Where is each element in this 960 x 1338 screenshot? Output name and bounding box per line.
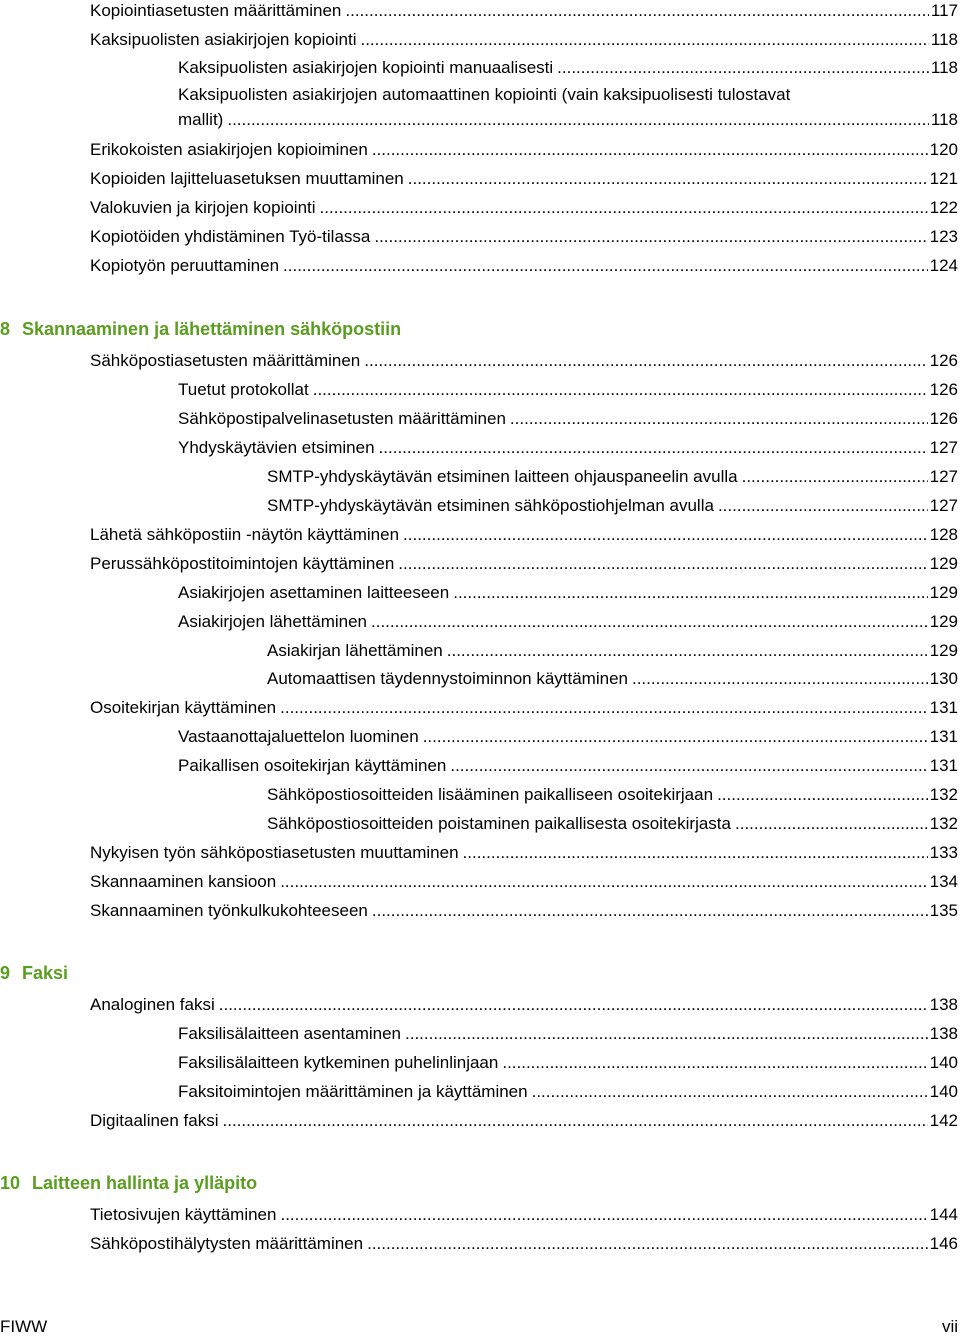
- toc-entry-page-number: 126: [929, 380, 958, 399]
- toc-entry-title: Kopioiden lajitteluasetuksen muuttaminen: [90, 169, 404, 188]
- toc-entry-page-number: 142: [929, 1111, 958, 1130]
- dot-leader: [379, 433, 928, 462]
- toc-entry[interactable]: [0, 664, 958, 693]
- toc-entry-page-number: 144: [929, 1205, 958, 1224]
- toc-entry-title: Perussähköpostitoimintojen käyttäminen: [90, 554, 395, 573]
- dot-leader: [447, 636, 928, 665]
- toc-entry[interactable]: [0, 1077, 958, 1106]
- toc-entry[interactable]: [0, 462, 958, 491]
- toc-entry[interactable]: [0, 520, 958, 549]
- toc-entry-page-number: 129: [929, 583, 958, 602]
- toc-entry[interactable]: [0, 1048, 958, 1077]
- toc-entry[interactable]: [0, 607, 958, 636]
- toc-entry[interactable]: [0, 751, 958, 780]
- toc-entry-page-number: 124: [929, 256, 958, 275]
- dot-leader: [280, 867, 927, 896]
- toc-entry-page-number: 138: [929, 995, 958, 1014]
- toc-entry[interactable]: [0, 193, 958, 222]
- toc-entry-title: SMTP-yhdyskäytävän etsiminen sähköpostiohjelman avulla: [267, 496, 714, 515]
- toc-entry-title: Lähetä sähköpostiin -näytön käyttäminen: [90, 525, 400, 544]
- dot-leader: [320, 193, 928, 222]
- dot-leader: [372, 135, 928, 164]
- toc-entry[interactable]: [0, 636, 958, 665]
- toc-entry[interactable]: [0, 82, 958, 136]
- toc-entry-page-number: 118: [930, 110, 958, 129]
- toc-entry-page-number: 122: [929, 198, 958, 217]
- dot-leader: [223, 1106, 928, 1135]
- chapter-heading[interactable]: [0, 1171, 257, 1195]
- toc-entry-title: Kaksipuolisten asiakirjojen kopiointi: [90, 30, 357, 49]
- toc-entry-page-number: 129: [929, 641, 958, 660]
- dot-leader: [463, 838, 928, 867]
- toc-entry[interactable]: [0, 491, 958, 520]
- toc-entry-page-number: 129: [929, 612, 958, 631]
- chapter-title: Skannaaminen ja lähettäminen sähköpostiin: [22, 319, 402, 339]
- toc-entry-title: Kaksipuolisten asiakirjojen kopiointi manuaalisesti: [178, 58, 554, 77]
- dot-leader: [398, 549, 927, 578]
- toc-entry[interactable]: [0, 0, 958, 25]
- dot-leader: [717, 780, 928, 809]
- dot-leader: [345, 0, 929, 25]
- toc-entry-title: Vastaanottajaluettelon luominen: [178, 727, 419, 746]
- dot-leader: [742, 462, 928, 491]
- dot-leader: [510, 404, 928, 433]
- toc-entry[interactable]: [0, 838, 958, 867]
- toc-entry-page-number: 128: [929, 525, 958, 544]
- toc-entry-page-number: 132: [929, 814, 958, 833]
- dot-leader: [374, 222, 927, 251]
- toc-entry-page-number: 135: [929, 901, 958, 920]
- toc-entry[interactable]: [0, 404, 958, 433]
- toc-entry-page-number: 121: [929, 169, 958, 188]
- toc-entry-title: Analoginen faksi: [90, 995, 215, 1014]
- toc-entry[interactable]: [0, 53, 958, 82]
- chapter-number: 8: [0, 319, 11, 339]
- toc-entry[interactable]: [0, 722, 958, 751]
- dot-leader: [502, 1048, 927, 1077]
- toc-entry[interactable]: [0, 809, 958, 838]
- toc-entry[interactable]: [0, 867, 958, 896]
- toc-entry[interactable]: [0, 433, 958, 462]
- toc-entry-title: Asiakirjan lähettäminen: [267, 641, 443, 660]
- toc-entry-page-number: 134: [929, 872, 958, 891]
- chapter-title: Faksi: [22, 963, 69, 983]
- dot-leader: [423, 722, 928, 751]
- toc-entry[interactable]: [0, 135, 958, 164]
- dot-leader: [403, 520, 928, 549]
- toc-entry-title: Sähköpostiasetusten määrittäminen: [90, 351, 361, 370]
- toc-entry-title: Nykyisen työn sähköpostiasetusten muuttaminen: [90, 843, 459, 862]
- toc-entry-title: Faksilisälaitteen kytkeminen puhelinlinjaan: [178, 1053, 499, 1072]
- dot-leader: [313, 375, 928, 404]
- toc-entry-title: Skannaaminen kansioon: [90, 872, 277, 891]
- chapter-heading[interactable]: [0, 961, 68, 985]
- dot-leader: [532, 1077, 928, 1106]
- toc-entry[interactable]: [0, 251, 958, 280]
- toc-entry-title: Sähköpostihälytysten määrittäminen: [90, 1234, 364, 1253]
- toc-entry-page-number: 132: [929, 785, 958, 804]
- toc-entry[interactable]: [0, 375, 958, 404]
- toc-entry-title: Osoitekirjan käyttäminen: [90, 698, 277, 717]
- toc-entry-title: Tietosivujen käyttäminen: [90, 1205, 277, 1224]
- toc-entry-title: mallit): [178, 110, 224, 129]
- toc-entry[interactable]: [0, 25, 958, 54]
- chapter-number: 10: [0, 1173, 21, 1193]
- toc-entry-title: Faksilisälaitteen asentaminen: [178, 1024, 402, 1043]
- chapter-number: 9: [0, 963, 11, 983]
- toc-entry-title: Faksitoimintojen määrittäminen ja käyttäminen: [178, 1082, 528, 1101]
- toc-entry-title: Kopiointiasetusten määrittäminen: [90, 1, 342, 20]
- toc-entry-page-number: 117: [930, 1, 958, 20]
- toc-entry[interactable]: [0, 693, 958, 722]
- toc-entry-page-number: 140: [929, 1082, 958, 1101]
- dot-leader: [718, 491, 928, 520]
- toc-entry-page-number: 131: [929, 727, 958, 746]
- footer-page-number: vii: [941, 1317, 958, 1336]
- dot-leader: [450, 751, 927, 780]
- toc-entry-page-number: 126: [929, 409, 958, 428]
- toc-entry-page-number: 118: [930, 30, 958, 49]
- toc-entry-title: Asiakirjojen lähettäminen: [178, 612, 367, 631]
- toc-entry[interactable]: [0, 780, 958, 809]
- toc-entry-title: Digitaalinen faksi: [90, 1111, 219, 1130]
- toc-entry-title: Erikokoisten asiakirjojen kopioiminen: [90, 140, 368, 159]
- dot-leader: [371, 607, 928, 636]
- toc-entry-page-number: 126: [929, 351, 958, 370]
- toc-entry-title: Tuetut protokollat: [178, 380, 309, 399]
- dot-leader: [280, 1200, 927, 1229]
- toc-entry-page-number: 131: [929, 698, 958, 717]
- toc-entry[interactable]: [0, 1106, 958, 1135]
- toc-entry-page-number: 118: [930, 58, 958, 77]
- toc-entry-title: Yhdyskäytävien etsiminen: [178, 438, 375, 457]
- chapter-heading[interactable]: [0, 317, 401, 341]
- toc-entry[interactable]: [0, 222, 958, 251]
- toc-entry-title: SMTP-yhdyskäytävän etsiminen laitteen ohjauspaneelin avulla: [267, 467, 738, 486]
- dot-leader: [364, 346, 927, 375]
- toc-entry-page-number: 131: [929, 756, 958, 775]
- toc-entry[interactable]: [0, 549, 958, 578]
- toc-entry[interactable]: [0, 896, 958, 925]
- dot-leader: [227, 107, 929, 132]
- dot-leader: [405, 1019, 928, 1048]
- dot-leader: [408, 164, 928, 193]
- toc-entry-page-number: 146: [929, 1234, 958, 1253]
- dot-leader: [360, 25, 928, 54]
- toc-entry-page-number: 133: [929, 843, 958, 862]
- dot-leader: [632, 664, 928, 693]
- toc-entry-title: Automaattisen täydennystoiminnon käyttäminen: [267, 669, 628, 688]
- dot-leader: [219, 990, 928, 1019]
- toc-entry-page-number: 140: [929, 1053, 958, 1072]
- toc-entry[interactable]: [0, 578, 958, 607]
- dot-leader: [453, 578, 927, 607]
- toc-entry[interactable]: [0, 1229, 958, 1258]
- toc-entry-title: Valokuvien ja kirjojen kopiointi: [90, 198, 316, 217]
- toc-entry-title: Sähköpostiosoitteiden poistaminen paikallisesta osoitekirjasta: [267, 814, 731, 833]
- toc-entry-page-number: 127: [929, 496, 958, 515]
- dot-leader: [372, 896, 928, 925]
- toc-entry-title: Kopiotyön peruuttaminen: [90, 256, 280, 275]
- dot-leader: [280, 693, 927, 722]
- dot-leader: [283, 251, 928, 280]
- toc-entry[interactable]: [0, 164, 958, 193]
- dot-leader: [557, 53, 929, 82]
- toc-entry-page-number: 130: [929, 669, 958, 688]
- toc-entry-title: Asiakirjojen asettaminen laitteeseen: [178, 583, 450, 602]
- toc-entry[interactable]: [0, 1019, 958, 1048]
- toc-entry-page-number: 127: [929, 438, 958, 457]
- chapter-title: Laitteen hallinta ja ylläpito: [32, 1173, 258, 1193]
- footer-left-label: FIWW: [0, 1317, 48, 1336]
- toc-entry-title: Paikallisen osoitekirjan käyttäminen: [178, 756, 447, 775]
- toc-entry[interactable]: [0, 990, 958, 1019]
- toc-entry-page-number: 127: [929, 467, 958, 486]
- toc-entry[interactable]: [0, 346, 958, 375]
- toc-entry-page-number: 123: [929, 227, 958, 246]
- toc-entry-title-line1: Kaksipuolisten asiakirjojen automaattinen kopiointi (vain kaksipuolisesti tulostavat: [178, 85, 791, 104]
- toc-entry-page-number: 129: [929, 554, 958, 573]
- dot-leader: [367, 1229, 928, 1258]
- toc-entry-title: Sähköpostipalvelinasetusten määrittäminen: [178, 409, 506, 428]
- toc-entry-title: Kopiotöiden yhdistäminen Työ-tilassa: [90, 227, 371, 246]
- toc-entry[interactable]: [0, 1200, 958, 1229]
- dot-leader: [735, 809, 928, 838]
- toc-entry-title: Sähköpostiosoitteiden lisääminen paikalliseen osoitekirjaan: [267, 785, 714, 804]
- toc-entry-title: Skannaaminen työnkulkukohteeseen: [90, 901, 368, 920]
- toc-entry-page-number: 120: [929, 140, 958, 159]
- toc-entry-page-number: 138: [929, 1024, 958, 1043]
